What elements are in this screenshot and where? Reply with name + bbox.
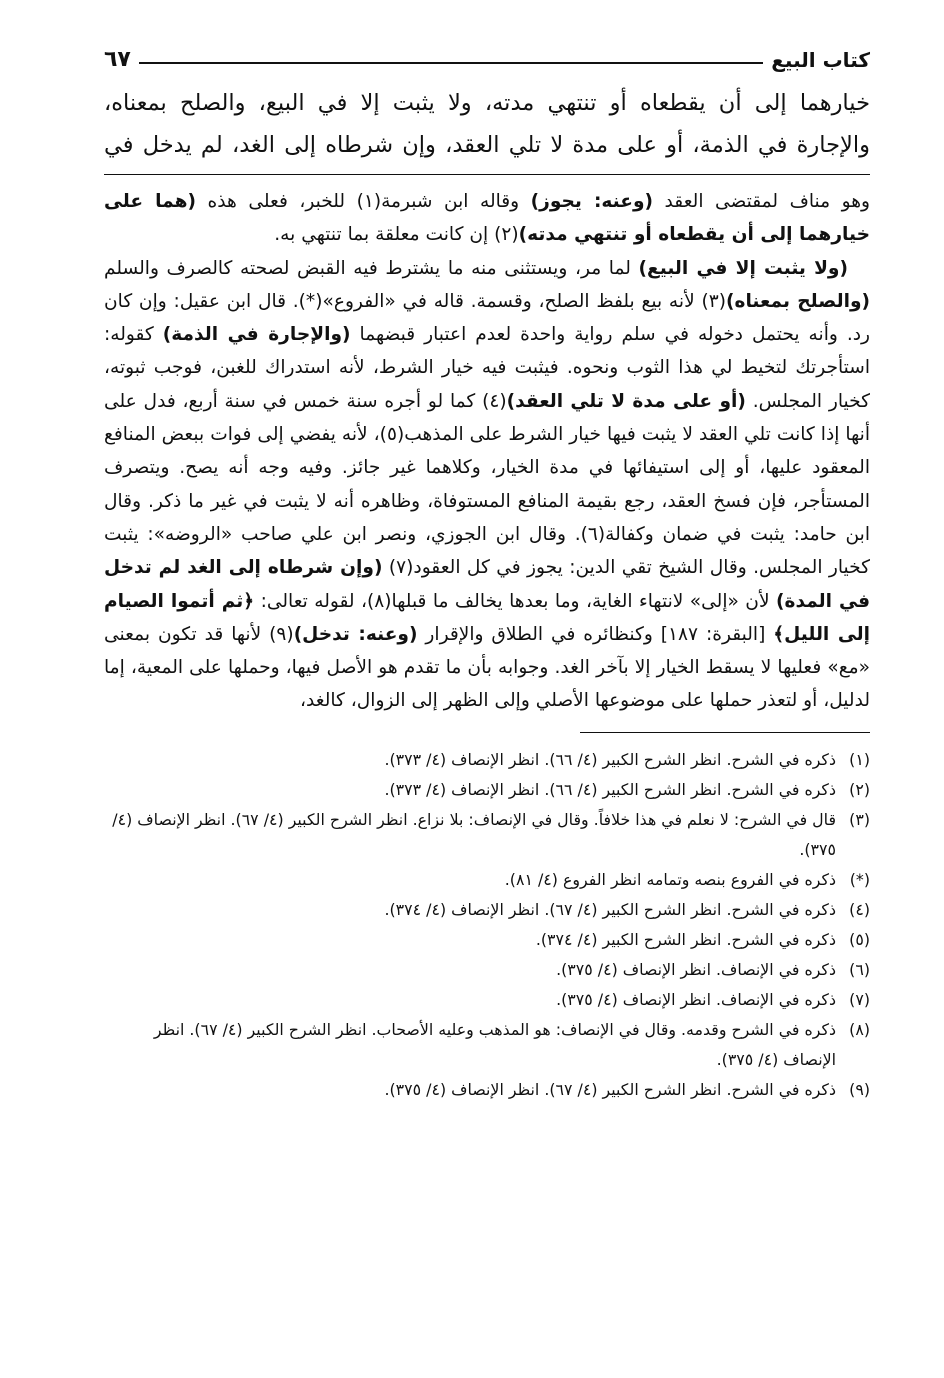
footnote-ref: (١) xyxy=(356,191,382,212)
footnote-number: (٧) xyxy=(849,989,870,1009)
footnote xyxy=(104,985,870,1015)
sharh-span: للخبر، فعلى هذه xyxy=(196,191,357,212)
footnote-ref: (٩) xyxy=(269,623,294,645)
footnote-number: (٥) xyxy=(849,929,870,949)
sharh-paragraph xyxy=(104,185,870,252)
matn-quote: (هما على خيارهما إلى أن يقطعاه أو تنتهي مدته) xyxy=(104,191,870,246)
sharh-span: لأنها قد تكون بمعنى «مع» فعليها لا يسقط الخيار إلا بآخر الغد. وجوابه بأن ما تقدم هو الأصل فيها، وحملها على المعية، إما لدليل، أو لتعذر حملها على موضوعها الأصلي وإلى الظهر إلى الزوال، كالغد، xyxy=(104,623,870,712)
footnote-ref: (٧) xyxy=(388,557,414,579)
footnote xyxy=(104,1075,870,1105)
footnote-number: (١) xyxy=(849,749,870,769)
footnote-text: ذكره في الشرح. انظر الشرح الكبير (٤/ ٦٧). انظر الإنصاف (٤/ ٣٧٥). xyxy=(384,1079,836,1099)
footnote-number: (٣) xyxy=(849,809,870,829)
footnote-ref: (٦) xyxy=(580,523,606,545)
footnote-number: (*) xyxy=(849,869,870,889)
sharh-span: لما مر، ويستثنى منه ما يشترط فيه القبض لصحته كالصرف والسلم xyxy=(104,257,639,279)
footnote-number: (٦) xyxy=(849,959,870,979)
matn-quote: (وعنه: يجوز) xyxy=(530,191,654,212)
sharh-span: إن كانت معلقة بما تنتهي به. xyxy=(274,224,495,246)
sharh-span: . وقال ابن الجوزي، ونصر ابن علي صاحب «الروضه»: يثبت كخيار المجلس. وقال الشيخ تقي الدين: يجوز في كل العقود xyxy=(104,523,870,579)
footnote-ref: (*) xyxy=(298,290,323,312)
footnote-text: ذكره في الشرح. انظر الشرح الكبير (٤/ ٦٦). انظر الإنصاف (٤/ ٣٧٣). xyxy=(384,779,836,799)
footnote xyxy=(104,925,870,955)
matn-quote: (والإجارة في الذمة) xyxy=(162,324,351,346)
footnote xyxy=(104,775,870,805)
matn-quote: (وإن شرطاه إلى الغد لم تدخل في المدة) xyxy=(104,557,870,612)
footnote-number: (٩) xyxy=(849,1079,870,1099)
footnote-number: (٢) xyxy=(849,779,870,799)
footnote-ref: (٢) xyxy=(494,224,519,246)
footnote xyxy=(104,865,870,895)
footnote xyxy=(104,745,870,775)
matn-line: والإجارة في الذمة، أو على مدة لا تلي العقد، وإن شرطاه إلى الغد، لم يدخل في xyxy=(104,132,870,158)
sharh-span: كما لو أجره سنة خمس في سنة أربع، فدل على أنها إذا كانت تلي العقد لا يثبت فيها خيار الشرط على المذهب xyxy=(104,390,870,446)
sharh-span: ، لأنه يفضي إلى فوات ببعض المنافع المعقود عليها، أو إلى استيفائها في مدة الخيار، وكلاهما غير جائز. وفيه وجه أنه يصح. ويتصرف المستأجر، فإن فسخ العقد، رجع بقيمة المنافع المستوفاة، وظاهره أنه لا يثبت في غير ما ذكر. وقال ابن حامد: يثبت في ضمان وكفالة xyxy=(104,424,870,545)
sharh-span: كقوله: استأجرتك لتخيط لي هذا الثوب ونحوه. فيثبت فيه خيار الشرط، لأنه استدراك للغبن، فوجب ثبوته، كخيار المجلس. xyxy=(104,324,871,412)
footnote-text: ذكره في الشرح. انظر الشرح الكبير (٤/ ٦٧). انظر الإنصاف (٤/ ٣٧٤). xyxy=(384,899,836,919)
footnote xyxy=(104,805,870,865)
page-number: ٦٧ xyxy=(104,47,131,72)
running-header xyxy=(104,36,870,72)
book-page xyxy=(104,36,870,1378)
footnote-text: ذكره في الإنصاف. انظر الإنصاف (٤/ ٣٧٥). xyxy=(556,959,836,979)
sharh-span: لأن «إلى» لانتهاء الغاية، وما بعدها يخالف ما قبلها xyxy=(391,590,776,612)
footnote-text: ذكره في الشرح وقدمه. وقال في الإنصاف: هو المذهب وعليه الأصحاب. انظر الشرح الكبير (٤/ ٦٧). انظر الإنصاف (٤/ ٣٧٥). xyxy=(153,1019,836,1069)
footnote-ref: (٨) xyxy=(367,590,392,612)
footnote-text: ذكره في الشرح. انظر الشرح الكبير (٤/ ٣٧٤). xyxy=(535,929,836,949)
footnote-ref: (٣) xyxy=(701,290,726,312)
sharh-text xyxy=(104,185,870,718)
matn-quote: (أو على مدة لا تلي العقد) xyxy=(506,390,746,412)
matn-quote: (والصلح بمعناه) xyxy=(725,290,870,312)
matn-line: خيارهما إلى أن يقطعاه أو تنتهي مدته، ولا يثبت إلا في البيع، والصلح بمعناه، xyxy=(104,90,870,116)
footnote xyxy=(104,955,870,985)
sharh-span: وهو مناف لمقتضى العقد xyxy=(653,191,870,212)
footnote-number: (٨) xyxy=(849,1019,870,1039)
footnote-rule xyxy=(580,732,870,733)
footnote-text: ذكره في الإنصاف. انظر الإنصاف (٤/ ٣٧٥). xyxy=(556,989,836,1009)
matn-text xyxy=(104,82,870,166)
header-rule xyxy=(139,62,763,64)
quran-verse: ﴿ثم أتموا الصيام إلى الليل﴾ xyxy=(104,590,870,645)
footnote-ref: (٥) xyxy=(379,424,405,446)
footnote-ref: (٤) xyxy=(482,390,507,412)
footnote xyxy=(104,1015,870,1075)
footnote-text: ذكره في الشرح. انظر الشرح الكبير (٤/ ٦٦). انظر الإنصاف (٤/ ٣٧٣). xyxy=(384,749,836,769)
sharh-span: لأنه بيع بلفظ الصلح، وقسمة. قاله في «الفروع» xyxy=(322,290,702,312)
footnote-text: قال في الشرح: لا نعلم في هذا خلافاً. وقال في الإنصاف: بلا نزاع. انظر الشرح الكبير (٤/ ٦٧). انظر الإنصاف (٤/ ٣٧٥). xyxy=(112,809,836,859)
footnote-number: (٤) xyxy=(849,899,870,919)
footnote xyxy=(104,895,870,925)
footnote-text: ذكره في الفروع بنصه وتمامه انظر الفروع (٤/ ٨١). xyxy=(504,869,836,889)
sharh-span: وقاله ابن شبرمة xyxy=(381,191,531,212)
sharh-paragraph xyxy=(104,252,870,718)
matn-separator xyxy=(104,174,870,175)
sharh-span: . قال ابن عقيل: وإن كان رد. وأنه يحتمل دخوله في سلم رواية واحدة لعدم اعتبار قبضهما xyxy=(104,290,870,346)
sharh-span: [البقرة: ١٨٧] وكنظائره في الطلاق والإقرار xyxy=(417,623,774,645)
book-title: كتاب البيع xyxy=(771,48,870,72)
footnotes xyxy=(104,745,870,1105)
matn-quote: (ولا يثبت إلا في البيع) xyxy=(638,257,848,279)
matn-quote: (وعنه: تدخل) xyxy=(293,623,418,645)
sharh-span: ، لقوله تعالى: xyxy=(254,590,368,612)
